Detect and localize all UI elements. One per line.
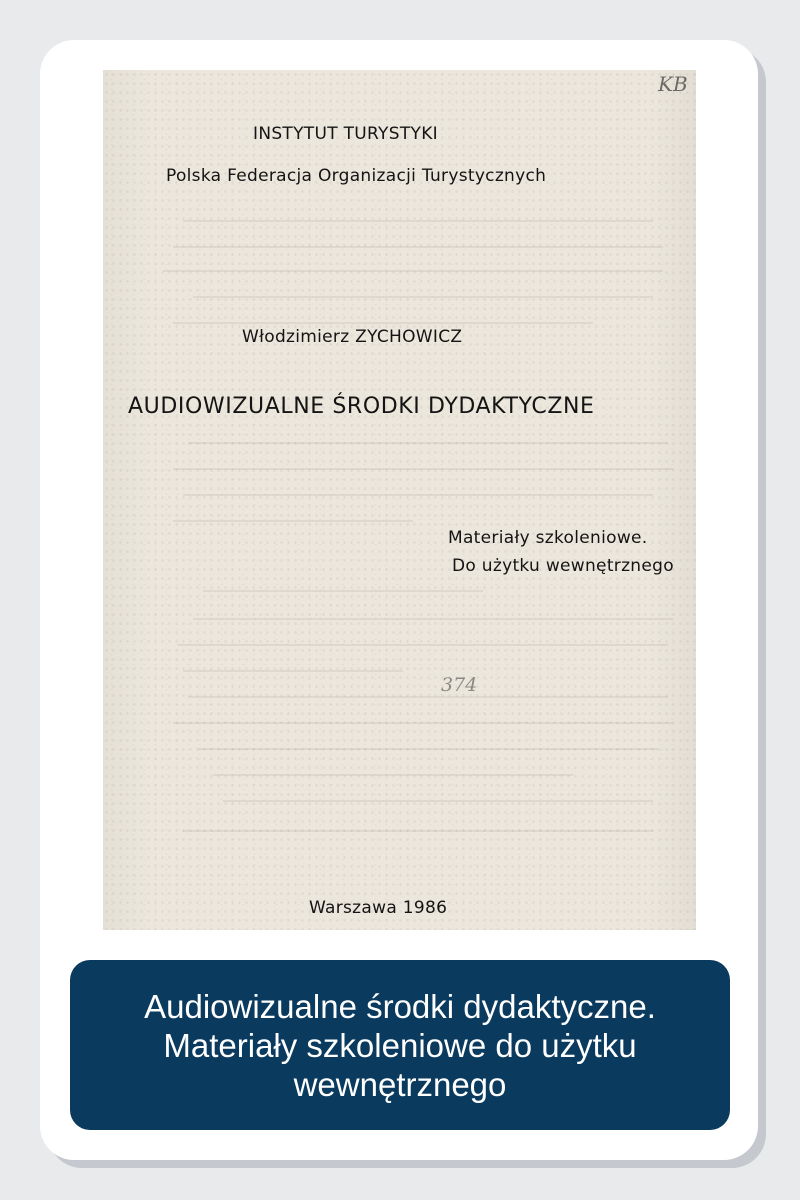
show-through-line bbox=[193, 296, 653, 298]
place-and-year: Warszawa 1986 bbox=[309, 898, 448, 918]
handwritten-catalog-number: 374 bbox=[441, 674, 478, 696]
show-through-line bbox=[183, 830, 653, 832]
show-through-line bbox=[173, 722, 673, 724]
show-through-line bbox=[173, 520, 413, 522]
federation-name: Polska Federacja Organizacji Turystycznych bbox=[166, 166, 547, 186]
show-through-line bbox=[188, 696, 668, 698]
show-through-line bbox=[178, 644, 668, 646]
document-title: AUDIOWIZUALNE ŚRODKI DYDAKTYCZNE bbox=[128, 394, 595, 419]
show-through-line bbox=[223, 800, 653, 802]
show-through-line bbox=[203, 590, 483, 592]
show-through-line bbox=[213, 774, 573, 776]
show-through-line bbox=[193, 618, 673, 620]
show-through-line bbox=[163, 270, 663, 272]
caption-banner bbox=[70, 960, 730, 1130]
show-through-line bbox=[183, 220, 653, 222]
show-through-line bbox=[198, 748, 658, 750]
show-through-line bbox=[173, 322, 593, 324]
caption-text: Audiowizualne środki dydaktyczne. Materiały szkoleniowe do użytku wewnętrznego bbox=[144, 987, 656, 1103]
author-name: Włodzimierz ZYCHOWICZ bbox=[242, 327, 463, 347]
show-through-line bbox=[183, 670, 403, 672]
show-through-line bbox=[183, 494, 653, 496]
show-through-line bbox=[173, 468, 673, 470]
note-internal-use: Do użytku wewnętrznego bbox=[452, 556, 674, 576]
show-through-line bbox=[188, 442, 668, 444]
document-scan bbox=[103, 70, 696, 930]
institute-name: INSTYTUT TURYSTYKI bbox=[253, 124, 438, 144]
show-through-line bbox=[173, 246, 663, 248]
note-materials: Materiały szkoleniowe. bbox=[448, 528, 648, 548]
handwritten-initials: KB bbox=[658, 72, 688, 96]
